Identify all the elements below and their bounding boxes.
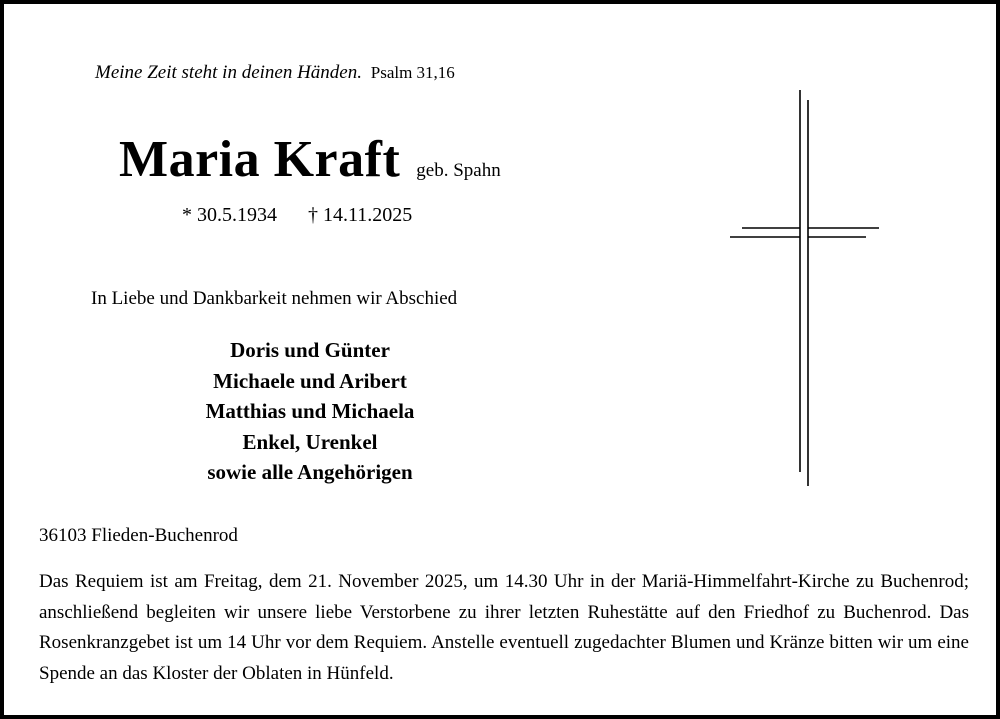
- mourner-entry: Michaele und Aribert: [213, 368, 407, 393]
- cross-icon: [724, 88, 894, 493]
- mourner-entry: Doris und Günter: [230, 338, 390, 362]
- maiden-name: geb. Spahn: [416, 160, 501, 181]
- birth-date: * 30.5.1934: [182, 204, 277, 226]
- mourners-list: [110, 335, 510, 488]
- mourner-entry: Matthias und Michaela: [205, 399, 415, 423]
- bible-verse: [95, 62, 455, 84]
- mourner-entry: sowie alle Angehörigen: [207, 460, 413, 484]
- bible-verse-reference: Psalm 31,16: [370, 63, 455, 82]
- bible-verse-quote: Meine Zeit steht in deinen Händen.: [95, 62, 362, 83]
- place-of-residence: 36103 Flieden-Buchenrod: [39, 525, 238, 546]
- death-date: † 14.11.2025: [308, 204, 413, 226]
- deceased-name: Maria Kraft: [119, 131, 401, 188]
- deceased-name-line: [119, 130, 501, 189]
- funeral-announcement: Das Requiem ist am Freitag, dem 21. November 2025, um 14.30 Uhr in der Mariä-Himmelfahrt-Kirche zu Buchenrod; anschließend begleiten wir unsere liebe Verstorbene zu ihrer letzten Ruhestätte auf den Friedhof zu Buchenrod. Das Rosenkranzgebet ist um 14 Uhr vor dem Requiem. Anstelle eventuell zugedachter Blumen und Kränze bitten wir um eine Spende an das Kloster der Oblaten in Hünfeld.: [39, 571, 969, 684]
- mourner-entry: Enkel, Urenkel: [242, 429, 378, 454]
- life-dates: [182, 204, 412, 227]
- farewell-line: In Liebe und Dankbarkeit nehmen wir Abschied: [91, 288, 458, 309]
